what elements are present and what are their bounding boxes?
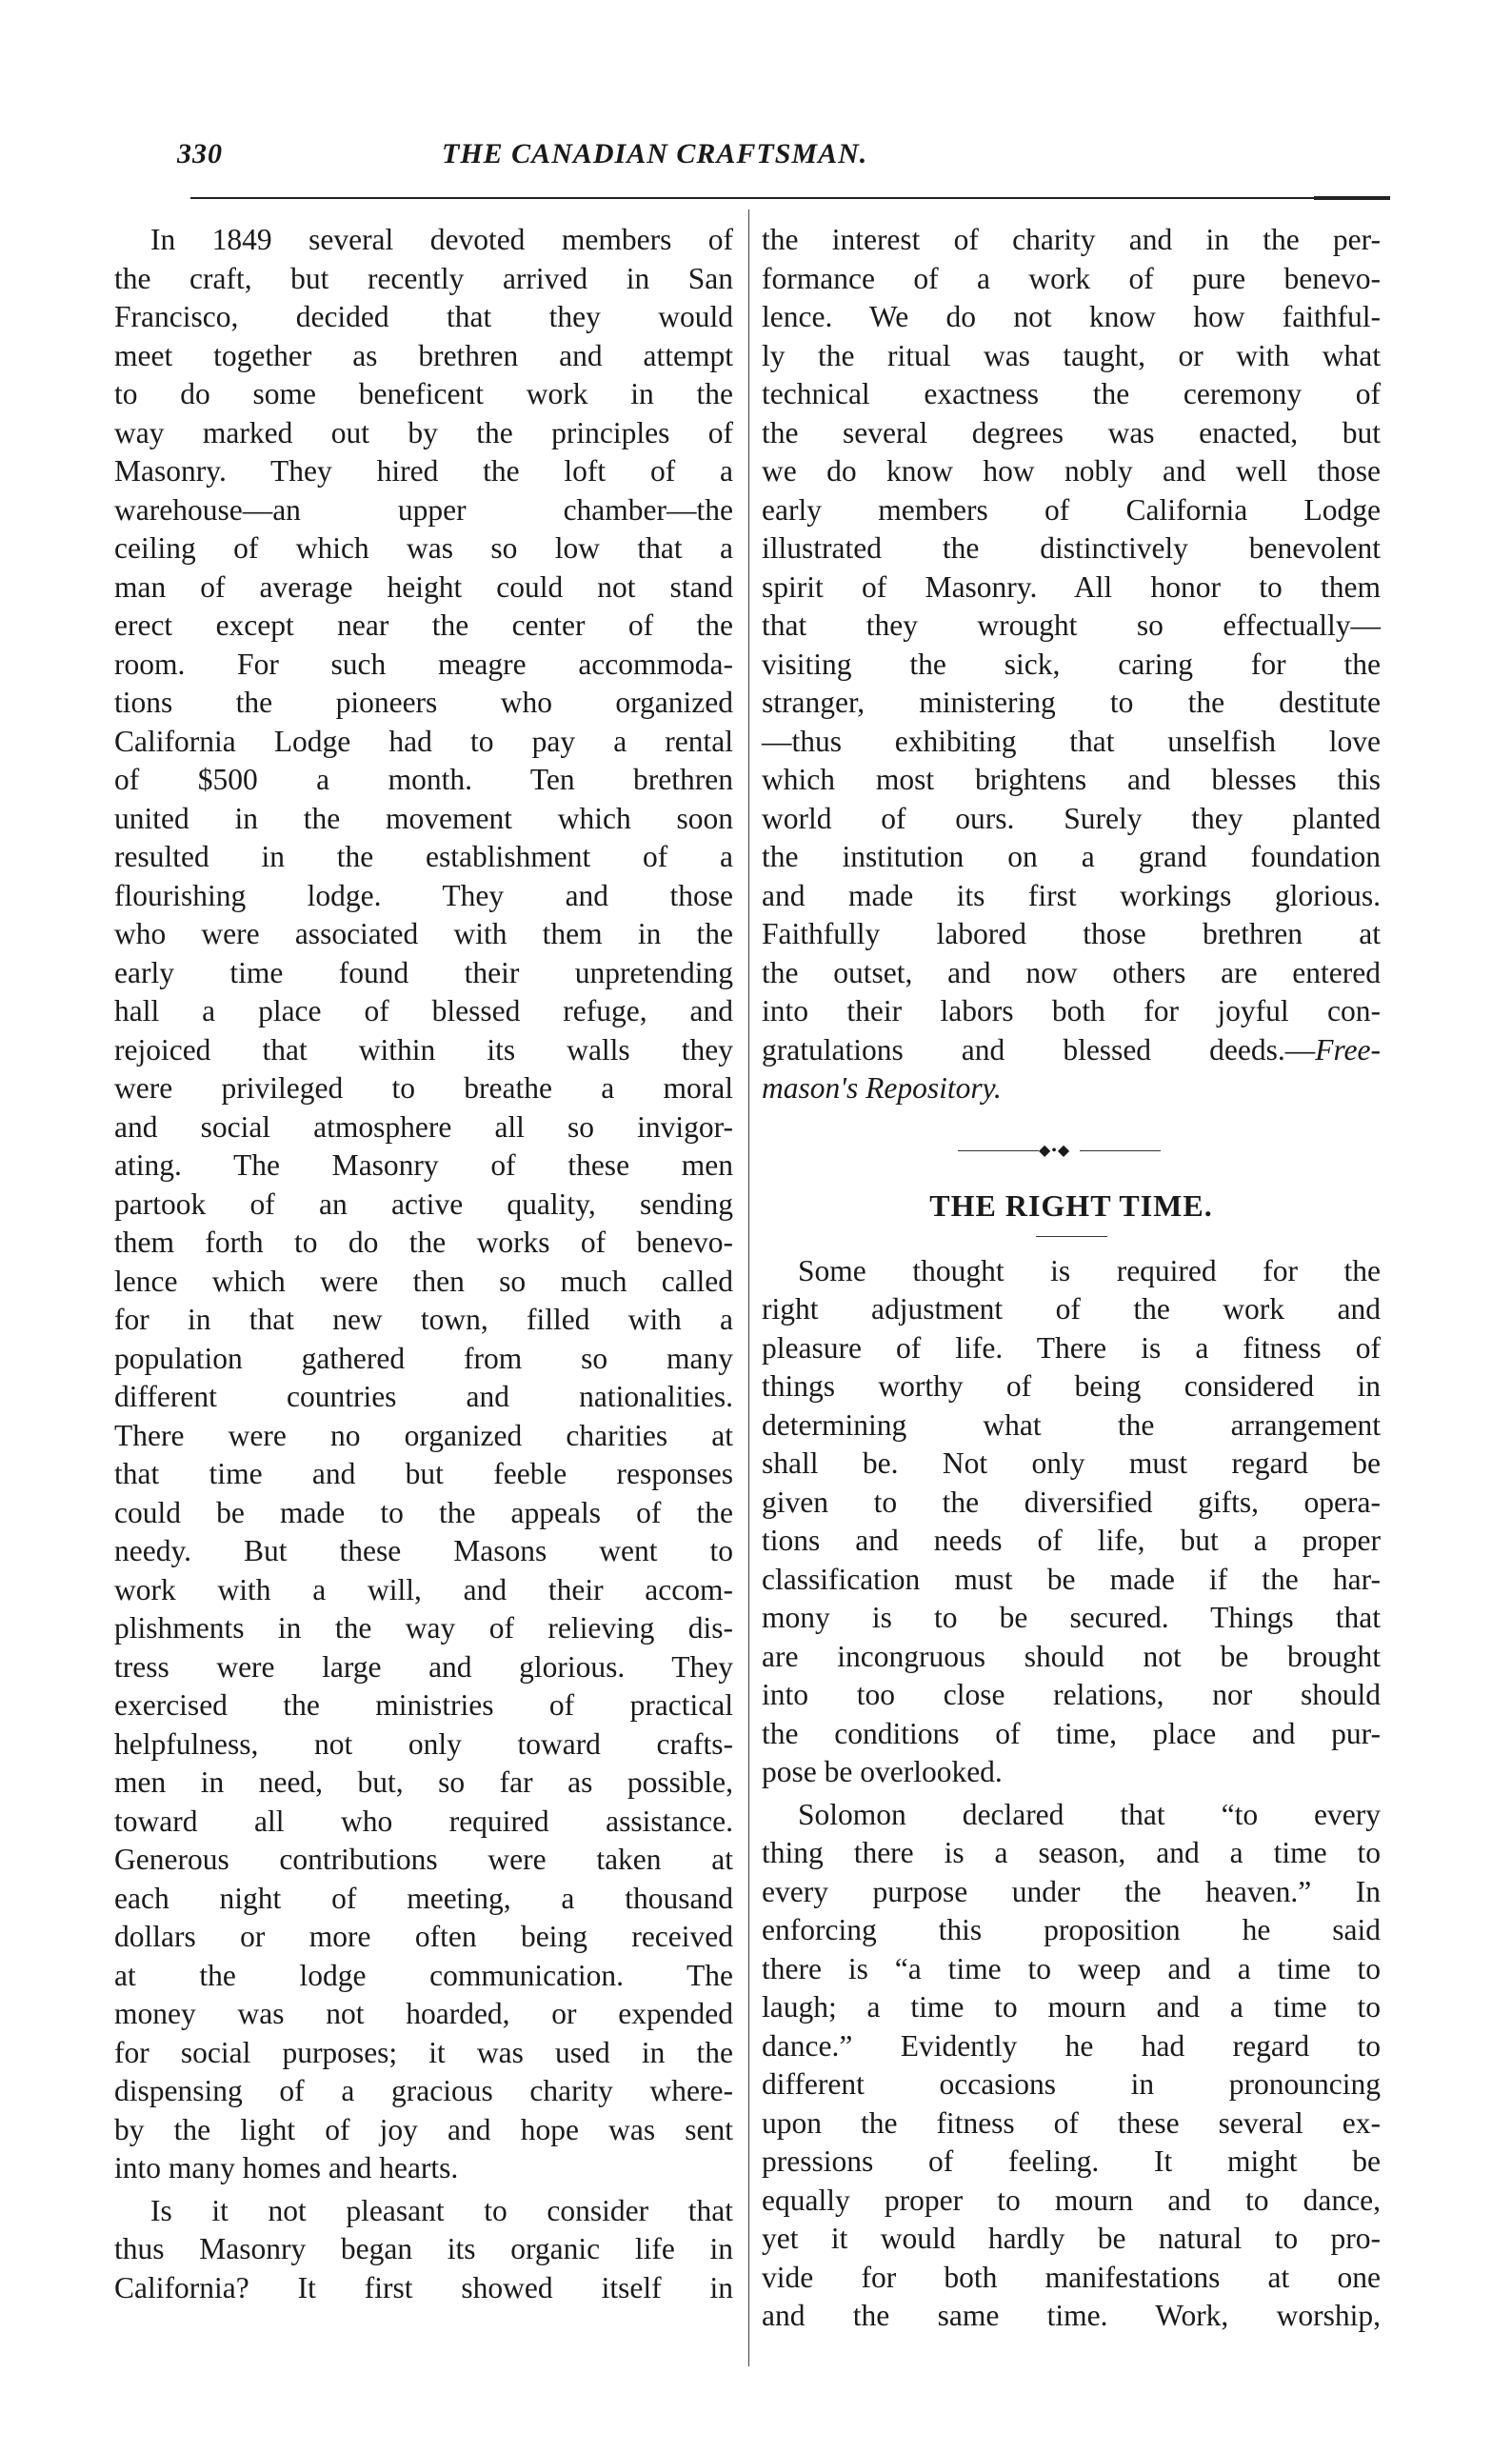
text-line: warehouse—an upper chamber—the: [114, 492, 733, 527]
text-line: the institution on a grand foundation: [762, 840, 1381, 873]
text-line: there is “a time to weep and a time to: [762, 1951, 1381, 1985]
text-line: that they wrought so effectually—: [762, 608, 1381, 642]
text-line: for in that new town, filled with a: [114, 1303, 733, 1336]
left-paragraph-2: [114, 2192, 733, 2308]
text-line: the outset, and now others are entered: [762, 955, 1381, 989]
text-line: mony is to be secured. Things that: [762, 1601, 1381, 1634]
text-line: exercised the ministries of practical: [114, 1688, 733, 1722]
text-line: toward all who required assistance.: [114, 1804, 733, 1838]
section-ornament: [762, 1133, 1381, 1171]
text-line: given to the diversified gifts, opera-: [762, 1485, 1381, 1519]
section-title: THE RIGHT TIME.: [929, 1187, 1213, 1223]
text-line: illustrated the distinctively benevolent: [762, 531, 1381, 565]
text-line: early members of California Lodge: [762, 492, 1381, 527]
running-head: THE CANADIAN CRAFTSMAN.: [442, 138, 868, 170]
right-paragraph-1: [762, 221, 1381, 1108]
text-line: to do some beneficent work in the: [114, 377, 733, 410]
text-line: way marked out by the principles of: [114, 415, 733, 449]
text-line: who were associated with them in the: [114, 917, 733, 950]
text-line: flourishing lodge. They and those: [114, 878, 733, 912]
text-line: the several degrees was enacted, but: [762, 415, 1381, 449]
ornament-diamonds: ◆•◆: [1039, 1142, 1071, 1159]
text-line: could be made to the appeals of the: [114, 1495, 733, 1529]
text-line: visiting the sick, caring for the: [762, 647, 1381, 681]
text-line: Generous contributions were taken at: [114, 1843, 733, 1876]
text-line: into many homes and hearts.: [114, 2151, 459, 2184]
text-line: early time found their unpretending: [114, 955, 733, 989]
text-line: ceiling of which was so low that a: [114, 531, 733, 565]
text-line: each night of meeting, a thousand: [114, 1881, 733, 1915]
ornament-rule-right: [1080, 1150, 1161, 1151]
text-line: pleasure of life. There is a fitness of: [762, 1330, 1381, 1365]
text-line: California? It first showed itself in: [114, 2270, 733, 2304]
text-line: hall a place of blessed refuge, and: [114, 994, 733, 1027]
text-line: thus Masonry began its organic life in: [114, 2232, 733, 2265]
text-line: money was not hoarded, or expended: [114, 1997, 733, 2030]
section-title-rule: [1036, 1236, 1107, 1237]
text-line: tions and needs of life, but a proper: [762, 1524, 1381, 1557]
text-line: helpfulness, not only toward crafts-: [114, 1726, 733, 1761]
text-line: and social atmosphere all so invigor-: [114, 1109, 733, 1144]
text-line: There were no organized charities at: [114, 1418, 733, 1452]
text-line: thing there is a season, and a time to: [762, 1836, 1381, 1869]
ornament-rule-left: [958, 1150, 1039, 1151]
text-line: needy. But these Masons went to: [114, 1534, 733, 1567]
text-line: upon the fitness of these several ex-: [762, 2105, 1381, 2140]
source-citation-line: [762, 1069, 1381, 1108]
text-line: ating. The Masonry of these men: [114, 1148, 733, 1182]
text-line: In 1849 several devoted members of: [150, 223, 733, 256]
text-line: into too close relations, nor should: [762, 1678, 1381, 1711]
text-line: of $500 a month. Ten brethren: [114, 763, 733, 796]
text-line: gratulations and blessed deeds.—Free-: [762, 1032, 1381, 1067]
text-line: partook of an active quality, sending: [114, 1187, 733, 1221]
text-line: shall be. Not only must regard be: [762, 1446, 1381, 1480]
text-line: Is it not pleasant to consider that: [150, 2193, 733, 2227]
text-line: things worthy of being considered in: [762, 1369, 1381, 1403]
left-column: [114, 221, 733, 2307]
text-line: tress were large and glorious. They: [114, 1649, 733, 1684]
text-line: population gathered from so many: [114, 1341, 733, 1375]
text-line: lence. We do not know how faithful-: [762, 300, 1381, 333]
text-line: different countries and nationalities.: [114, 1380, 733, 1413]
text-line: ly the ritual was taught, or with what: [762, 338, 1381, 372]
text-line: dollars or more often being received: [114, 1920, 733, 1953]
text-line: the interest of charity and in the per-: [762, 223, 1381, 256]
text-line: stranger, ministering to the destitute: [762, 686, 1381, 719]
text-line: and the same time. Work, worship,: [762, 2299, 1381, 2332]
text-line: erect except near the center of the: [114, 608, 733, 642]
text-line: man of average height could not stand: [114, 569, 733, 604]
right-column: [762, 221, 1381, 2336]
text-line: resulted in the establishment of a: [114, 840, 733, 873]
text-line: every purpose under the heaven.” In: [762, 1874, 1381, 1908]
header-rule: [190, 197, 1387, 199]
text-line: Faithfully labored those brethren at: [762, 917, 1381, 950]
text-line: Some thought is required for the: [798, 1253, 1381, 1287]
text-line: California Lodge had to pay a rental: [114, 724, 733, 758]
text-line: different occasions in pronouncing: [762, 2067, 1381, 2101]
text-line: yet it would hardly be natural to pro-: [762, 2222, 1381, 2255]
text-line: work with a will, and their accom-: [114, 1572, 733, 1606]
text-line: meet together as brethren and attempt: [114, 338, 733, 372]
text-line: vide for both manifestations at one: [762, 2260, 1381, 2294]
text-line: room. For such meagre accommoda-: [114, 647, 733, 681]
text-line: rejoiced that within its walls they: [114, 1032, 733, 1067]
text-line: into their labors both for joyful con-: [762, 994, 1381, 1027]
text-line: which most brightens and blesses this: [762, 763, 1381, 796]
text-line: we do know how nobly and well those: [762, 454, 1381, 488]
text-line: classification must be made if the har-: [762, 1562, 1381, 1596]
text-line: —thus exhibiting that unselfish love: [762, 724, 1381, 758]
text-line: that time and but feeble responses: [114, 1457, 733, 1490]
header-rule-tail: [1314, 196, 1390, 200]
text-line: equally proper to mourn and to dance,: [762, 2183, 1381, 2217]
text-line: dispensing of a gracious charity where-: [114, 2074, 733, 2107]
left-paragraph-1: [114, 221, 733, 2188]
text-line: spirit of Masonry. All honor to them: [762, 569, 1381, 604]
text-line: enforcing this proposition he said: [762, 1913, 1381, 1946]
text-line: at the lodge communication. The: [114, 1958, 733, 1992]
page-number: 330: [177, 138, 223, 170]
source-citation: Free-: [1315, 1032, 1381, 1067]
text-line: Masonry. They hired the loft of a: [114, 454, 733, 488]
text-line: right adjustment of the work and: [762, 1292, 1381, 1326]
text-line: pose be overlooked.: [762, 1755, 1003, 1788]
text-line: formance of a work of pure benevo-: [762, 261, 1381, 295]
text-line: are incongruous should not be brought: [762, 1639, 1381, 1673]
text-line: Francisco, decided that they would: [114, 300, 733, 333]
source-citation-cont: mason's Repository.: [762, 1071, 1002, 1105]
text-line: the conditions of time, place and pur-: [762, 1716, 1381, 1750]
text-line: pressions of feeling. It might be: [762, 2144, 1381, 2178]
right-paragraph-3: [762, 1796, 1381, 2336]
text-line: Solomon declared that “to every: [798, 1797, 1381, 1831]
text-line: by the light of joy and hope was sent: [114, 2112, 733, 2146]
text-line: for social purposes; it was used in the: [114, 2035, 733, 2069]
text-line: laugh; a time to mourn and a time to: [762, 1990, 1381, 2024]
text-line: determining what the arrangement: [762, 1407, 1381, 1442]
text-line: the craft, but recently arrived in San: [114, 261, 733, 295]
text-line: plishments in the way of relieving dis-: [114, 1611, 733, 1645]
text-line: them forth to do the works of benevo-: [114, 1226, 733, 1259]
text-line: were privileged to breathe a moral: [114, 1071, 733, 1105]
text-line: technical exactness the ceremony of: [762, 377, 1381, 410]
text-line: tions the pioneers who organized: [114, 686, 733, 719]
text-line: and made its first workings glorious.: [762, 878, 1381, 912]
text-line: lence which were then so much called: [114, 1264, 733, 1298]
text-line: dance.” Evidently he had regard to: [762, 2028, 1381, 2063]
text-line: world of ours. Surely they planted: [762, 801, 1381, 835]
column-divider: [748, 209, 749, 2366]
right-paragraph-2: [762, 1252, 1381, 1792]
text-line: united in the movement which soon: [114, 801, 733, 835]
text-line: men in need, but, so far as possible,: [114, 1765, 733, 1799]
